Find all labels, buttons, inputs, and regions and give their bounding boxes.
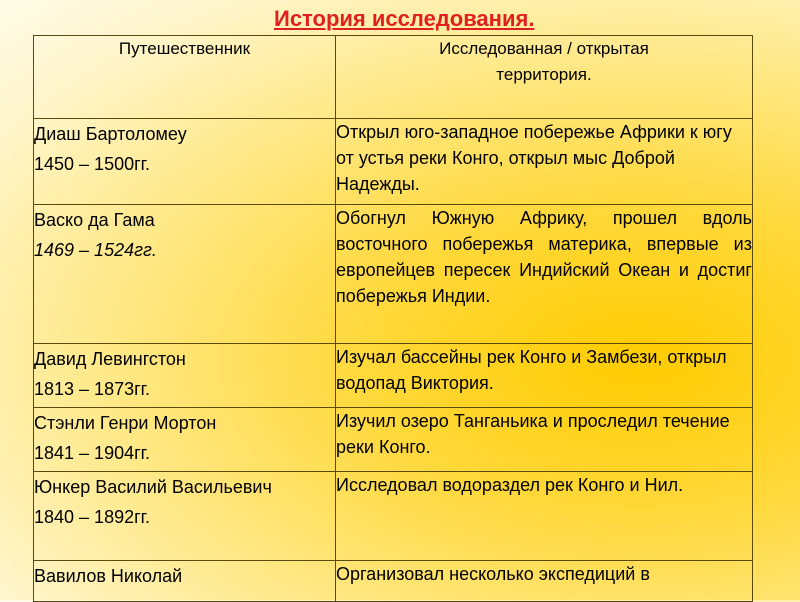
- territory-cell: Изучил озеро Танганьика и проследил течение реки Конго.: [336, 408, 753, 472]
- traveler-years: 1840 – 1892гг.: [34, 507, 151, 527]
- territory-cell: Организовал несколько экспедиций в: [336, 561, 753, 602]
- traveler-years: 1450 – 1500гг.: [34, 154, 151, 174]
- table-row: [34, 472, 753, 561]
- traveler-name: Вавилов Николай: [34, 566, 183, 586]
- traveler-name: Диаш Бартоломеу: [34, 124, 187, 144]
- traveler-name: Стэнли Генри Мортон: [34, 413, 217, 433]
- table-header-row: [34, 36, 753, 119]
- traveler-name: Васко да Гама: [34, 210, 155, 230]
- traveler-cell: [34, 344, 336, 408]
- traveler-name: Давид Левингстон: [34, 349, 186, 369]
- traveler-cell: [34, 408, 336, 472]
- table-row: [34, 205, 753, 344]
- territory-cell: Обогнул Южную Африку, прошел вдоль восточного побережья материка, впервые из европейцев пересек Индийский Океан и достиг побережья Индии.: [336, 205, 753, 344]
- traveler-years: 1841 – 1904гг.: [34, 443, 151, 463]
- header-traveler: Путешественник: [34, 36, 336, 119]
- traveler-cell: [34, 119, 336, 205]
- table-row: [34, 119, 753, 205]
- territory-cell: Исследовал водораздел рек Конго и Нил.: [336, 472, 753, 561]
- slide-title: История исследования.: [274, 6, 535, 31]
- explorers-table: [33, 35, 753, 602]
- traveler-name: Юнкер Василий Васильевич: [34, 477, 272, 497]
- table-row: [34, 344, 753, 408]
- header-territory: Исследованная / открытая территория.: [336, 36, 753, 119]
- traveler-cell: [34, 205, 336, 344]
- traveler-cell: [34, 472, 336, 561]
- table-row: [34, 408, 753, 472]
- traveler-years: 1813 – 1873гг.: [34, 379, 151, 399]
- traveler-cell: [34, 561, 336, 602]
- territory-cell: Открыл юго-западное побережье Африки к югу от устья реки Конго, открыл мыс Доброй Надежды.: [336, 119, 753, 205]
- table-row: [34, 561, 753, 602]
- territory-cell: Изучал бассейны рек Конго и Замбези, открыл водопад Виктория.: [336, 344, 753, 408]
- traveler-years: 1469 – 1524гг.: [34, 240, 157, 260]
